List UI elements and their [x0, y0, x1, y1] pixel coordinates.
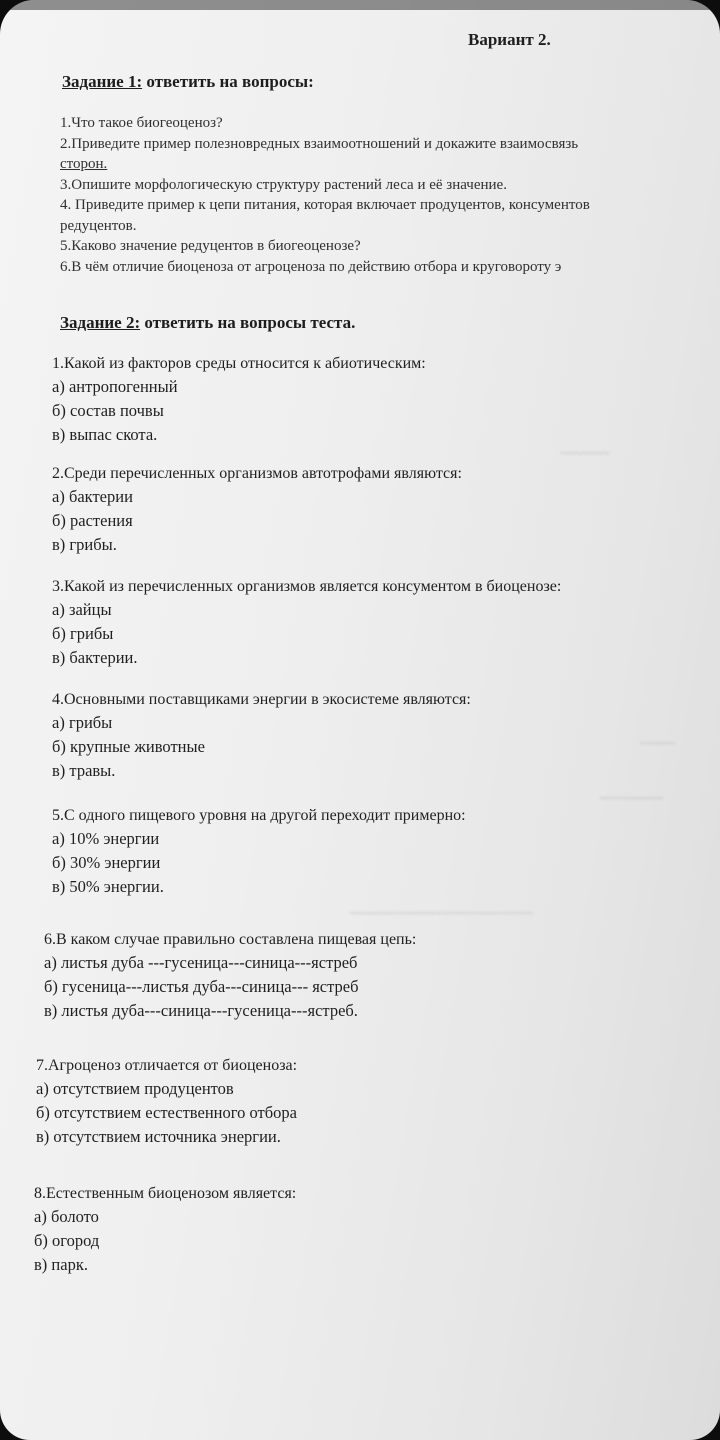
task1-heading — [62, 72, 314, 92]
test-question-block — [52, 688, 720, 783]
answer-option: а) грибы — [52, 713, 113, 732]
answer-option: б) грибы — [52, 624, 114, 643]
task1-question-list — [60, 113, 720, 277]
test-question-block — [52, 462, 720, 557]
answer-option: а) 10% энергии — [52, 829, 160, 848]
test-question: 5.С одного пищевого уровня на другой переходит примерно: — [52, 807, 466, 824]
task1-question: 5.Каково значение редуцентов в биогеоценозе? — [60, 238, 361, 254]
test-question-block — [44, 928, 712, 1023]
task2-title: ответить на вопросы теста. — [140, 313, 356, 332]
task1-question: 3.Опишите морфологическую структуру растений леса и её значение. — [60, 176, 507, 193]
answer-option: в) парк. — [34, 1255, 88, 1274]
answer-option: б) гусеница---листья дуба---синица--- ястреб — [44, 977, 359, 996]
task1-label: Задание 1: — [62, 72, 143, 91]
answer-option: в) травы. — [52, 761, 116, 780]
answer-option: б) растения — [52, 511, 133, 530]
bleed-through-mark: ~~~~~~~ — [560, 445, 610, 460]
answer-option: б) отсутствием естественного отбора — [36, 1103, 297, 1122]
task1-question: 1.Что такое биогеоценоз? — [60, 115, 223, 131]
task1-question: сторон. — [60, 156, 108, 172]
test-question-block — [34, 1182, 702, 1277]
answer-option: в) выпас скота. — [52, 425, 158, 444]
task1-question: 4. Приведите пример к цепи питания, которая включает продуцентов, консументов — [60, 197, 590, 213]
task2-heading — [60, 313, 355, 333]
answer-option: а) листья дуба ---гусеница---синица---ястреб — [44, 953, 358, 972]
bleed-through-mark: ~~~~~ — [640, 735, 676, 750]
bleed-through-mark: ~~~~~~~~~~~~~~~~~~~~~~~~~~ — [350, 905, 533, 920]
test-question: 4.Основными поставщиками энергии в экосистеме являются: — [52, 691, 471, 708]
answer-option: а) бактерии — [52, 487, 133, 506]
test-question: 7.Агроценоз отличается от биоценоза: — [36, 1057, 298, 1074]
test-question-block — [52, 352, 720, 447]
test-question: 6.В каком случае правильно составлена пищевая цепь: — [44, 931, 417, 948]
answer-option: в) грибы. — [52, 535, 117, 554]
test-question: 2.Среди перечисленных организмов автотрофами являются: — [52, 465, 462, 482]
answer-option: б) 30% энергии — [52, 853, 161, 872]
bleed-through-mark: ~~~~~~~~~ — [600, 790, 664, 805]
answer-option: в) отсутствием источника энергии. — [36, 1127, 281, 1146]
task1-title: ответить на вопросы: — [142, 72, 314, 91]
test-question: 8.Естественным биоценозом является: — [34, 1185, 297, 1202]
test-question-block — [52, 804, 720, 899]
answer-option: в) 50% энергии. — [52, 877, 164, 896]
task1-question: 6.В чём отличие биоценоза от агроценоза по действию отбора и круговороту э — [60, 258, 562, 275]
answer-option: б) огород — [34, 1231, 100, 1250]
task1-question: 2.Приведите пример полезновредных взаимоотношений и докажите взаимосвязь — [60, 135, 579, 152]
answer-option: а) болото — [34, 1207, 99, 1226]
answer-option: а) отсутствием продуцентов — [36, 1079, 234, 1098]
task1-question: редуцентов. — [60, 217, 137, 234]
answer-option: в) бактерии. — [52, 648, 138, 667]
answer-option: а) антропогенный — [52, 377, 178, 396]
answer-option: б) состав почвы — [52, 401, 164, 420]
task2-label: Задание 2: — [60, 313, 141, 332]
answer-option: а) зайцы — [52, 600, 112, 619]
variant-heading: Вариант 2. — [468, 30, 551, 49]
answer-option: б) крупные животные — [52, 737, 205, 756]
test-question: 1.Какой из факторов среды относится к абиотическим: — [52, 355, 426, 372]
answer-option: в) листья дуба---синица---гусеница---ястреб. — [44, 1001, 358, 1020]
test-question-block — [52, 575, 720, 670]
test-question: 3.Какой из перечисленных организмов является консументом в биоценозе: — [52, 578, 562, 595]
test-question-block — [36, 1054, 704, 1149]
